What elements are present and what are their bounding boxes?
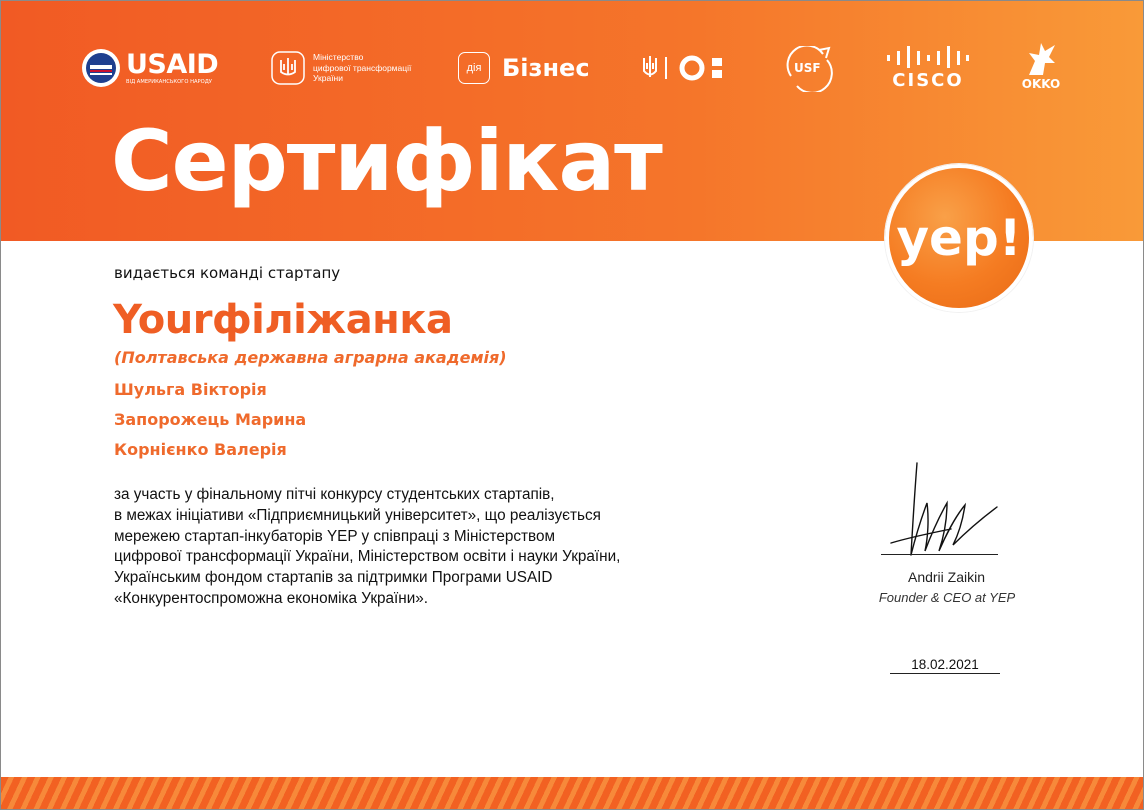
signature-image	[881, 459, 1011, 569]
ministry-line-2: цифрової трансформації	[313, 62, 412, 73]
okko-text: OKKO	[1021, 77, 1061, 91]
member-name: Корнієнко Валерія	[114, 440, 287, 459]
cisco-text: CISCO	[892, 70, 964, 91]
body-line: мережею стартап-інкубаторів YEP у співпраці з Міністерством	[114, 527, 555, 545]
usaid-seal-icon	[81, 48, 121, 88]
ministry-line-3: України	[313, 73, 343, 84]
trident-bank-icon	[641, 53, 731, 83]
certificate-body	[114, 485, 834, 610]
signature-line	[881, 554, 998, 555]
cisco-logo	[885, 46, 971, 91]
partner-trident-logo	[641, 53, 731, 83]
body-line: Українським фондом стартапів за підтримки Програми USAID	[114, 569, 553, 587]
signer-name: Andrii Zaikin	[907, 569, 986, 585]
issued-to-label: видається команді стартапу	[114, 264, 341, 282]
okko-logo	[1021, 39, 1061, 91]
diia-business-text: Бізнес	[502, 54, 590, 82]
institution: (Полтавська державна аграрна академія)	[114, 348, 507, 367]
body-line: в межах ініціативи «Підприємницький університет», що реалізується	[114, 506, 601, 524]
body-line: «Конкурентоспроможна економіка України».	[114, 589, 429, 607]
member-name: Запорожець Марина	[114, 410, 307, 429]
cisco-bars-icon	[885, 46, 971, 68]
certificate-title: Сертифікат	[111, 112, 662, 210]
griffin-icon	[1021, 39, 1061, 77]
diia-badge: дія	[458, 52, 490, 84]
body-line: цифрової трансформації України, Міністерством освіти і науки України,	[114, 548, 621, 566]
team-name: Yourфіліжанка	[113, 297, 453, 343]
body-line: за участь у фінальному пітчі конкурсу студентських стартапів,	[114, 486, 555, 503]
usf-logo	[785, 46, 833, 92]
usf-text: USF	[794, 61, 821, 75]
ministry-logo	[271, 51, 411, 85]
footer-stripes	[1, 777, 1143, 809]
member-name: Шульга Вікторія	[114, 380, 267, 399]
ministry-line-1: Міністерство	[313, 52, 364, 63]
signer-role: Founder & CEO at YEP	[878, 590, 1016, 605]
issue-date: 18.02.2021	[890, 657, 1000, 674]
usaid-logo	[81, 48, 218, 88]
usaid-name: USAID	[126, 48, 219, 80]
trident-icon	[271, 51, 305, 85]
diia-business-logo	[458, 52, 590, 84]
usaid-subtitle: ВІД АМЕРИКАНСЬКОГО НАРОДУ	[126, 78, 212, 85]
yep-badge: yep!	[885, 164, 1033, 312]
